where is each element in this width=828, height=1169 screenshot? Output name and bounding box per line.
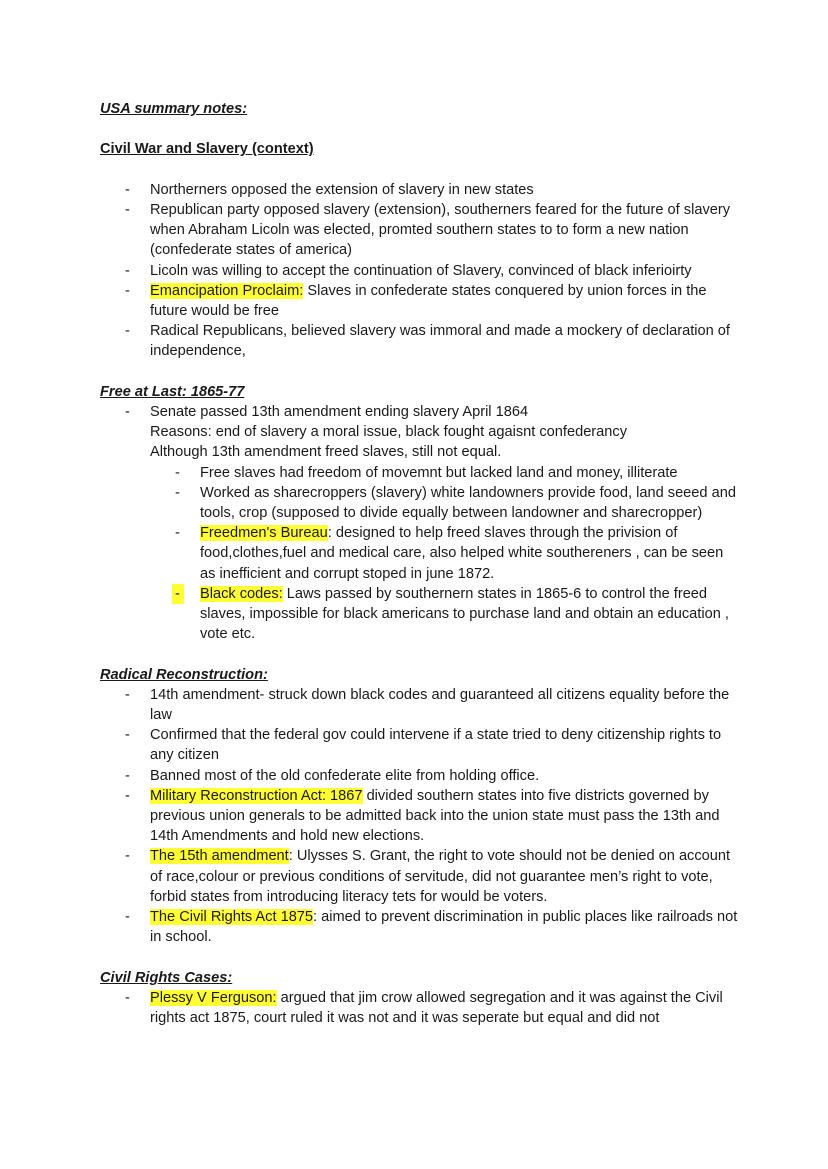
highlighted-term: Black codes:	[200, 585, 283, 602]
list-item: - Northerners opposed the extension of slavery in new states	[100, 180, 740, 200]
highlighted-term: The 15th amendment	[150, 848, 289, 865]
document-title: USA summary notes:	[100, 101, 248, 117]
civil-war-list	[100, 180, 740, 362]
highlighted-term: Military Reconstruction Act: 1867	[150, 787, 363, 804]
free-at-last-list	[100, 402, 740, 422]
document-content	[100, 99, 740, 1028]
list-item: - Radical Republicans, believed slavery was immoral and made a mockery of declaration of independence,	[100, 321, 740, 361]
list-item: - Worked as sharecroppers (slavery) white landowners provide food, land seeed and tools, crop (supposed to divide equally between landowner and sharecropper)	[100, 483, 740, 523]
list-item: - Freedmen's Bureau: designed to help freed slaves through the privision of food,clothes,fuel and medical care, also helped white southereners , can be seen as inefficient and corrupt stoped in june 1872.	[100, 523, 740, 584]
civil-rights-cases-list	[100, 988, 740, 1028]
list-item: - The 15th amendment: Ulysses S. Grant, the right to vote should not be denied on account of race,colour or previous conditions of servitude, did not guarantee men’s right to vote, forbid states from introducing literacy tets for would be voters.	[100, 846, 740, 907]
list-item: - Emancipation Proclaim: Slaves in confederate states conquered by union forces in the future would be free	[100, 281, 740, 321]
section-heading-radical-reconstruction: Radical Reconstruction:	[100, 666, 268, 683]
list-item: - Military Reconstruction Act: 1867 divided southern states into five districts governed by previous union generals to be admitted back into the union state must pass the 13th and 14th Amendments and hold new elections.	[100, 786, 740, 847]
paragraph: Although 13th amendment freed slaves, still not equal.	[150, 444, 502, 461]
highlighted-term: Plessy V Ferguson:	[150, 989, 277, 1006]
list-item: - Licoln was willing to accept the continuation of Slavery, convinced of black inferioirty	[100, 261, 740, 281]
highlighted-term: Freedmen's Bureau	[200, 525, 328, 542]
list-item: - Confirmed that the federal gov could intervene if a state tried to deny citizenship rights to any citizen	[100, 725, 740, 765]
section-heading-civil-rights-cases: Civil Rights Cases:	[100, 969, 233, 986]
list-item: - Banned most of the old confederate elite from holding office.	[100, 766, 740, 786]
list-item: - Republican party opposed slavery (extension), southerners feared for the future of slavery when Abraham Licoln was elected, promted southern states to to form a new nation (confederate states of america)	[100, 200, 740, 261]
list-item: - 14th amendment- struck down black codes and guaranteed all citizens equality before the law	[100, 685, 740, 725]
section-heading-civil-war: Civil War and Slavery (context)	[100, 141, 314, 158]
radical-reconstruction-list	[100, 685, 740, 948]
highlighted-term: Emancipation Proclaim:	[150, 282, 304, 299]
list-item: - The Civil Rights Act 1875: aimed to prevent discrimination in public places like railroads not in school.	[100, 907, 740, 947]
list-item: - Free slaves had freedom of movemnt but lacked land and money, illiterate	[100, 463, 740, 483]
free-at-last-sublist	[100, 463, 740, 645]
highlighted-term: The Civil Rights Act 1875	[150, 909, 314, 926]
section-heading-free-at-last: Free at Last: 1865-77	[100, 383, 245, 400]
paragraph: Reasons: end of slavery a moral issue, black fought agaisnt confederancy	[150, 424, 627, 441]
list-item: - Senate passed 13th amendment ending slavery April 1864	[100, 402, 740, 422]
list-item: - Black codes: Laws passed by southernern states in 1865-6 to control the freed slaves, impossible for black americans to purchase land and obtain an education , vote etc.	[100, 584, 740, 645]
list-item: - Plessy V Ferguson: argued that jim crow allowed segregation and it was against the Civil rights act 1875, court ruled it was not and it was seperate but equal and did not	[100, 988, 740, 1028]
